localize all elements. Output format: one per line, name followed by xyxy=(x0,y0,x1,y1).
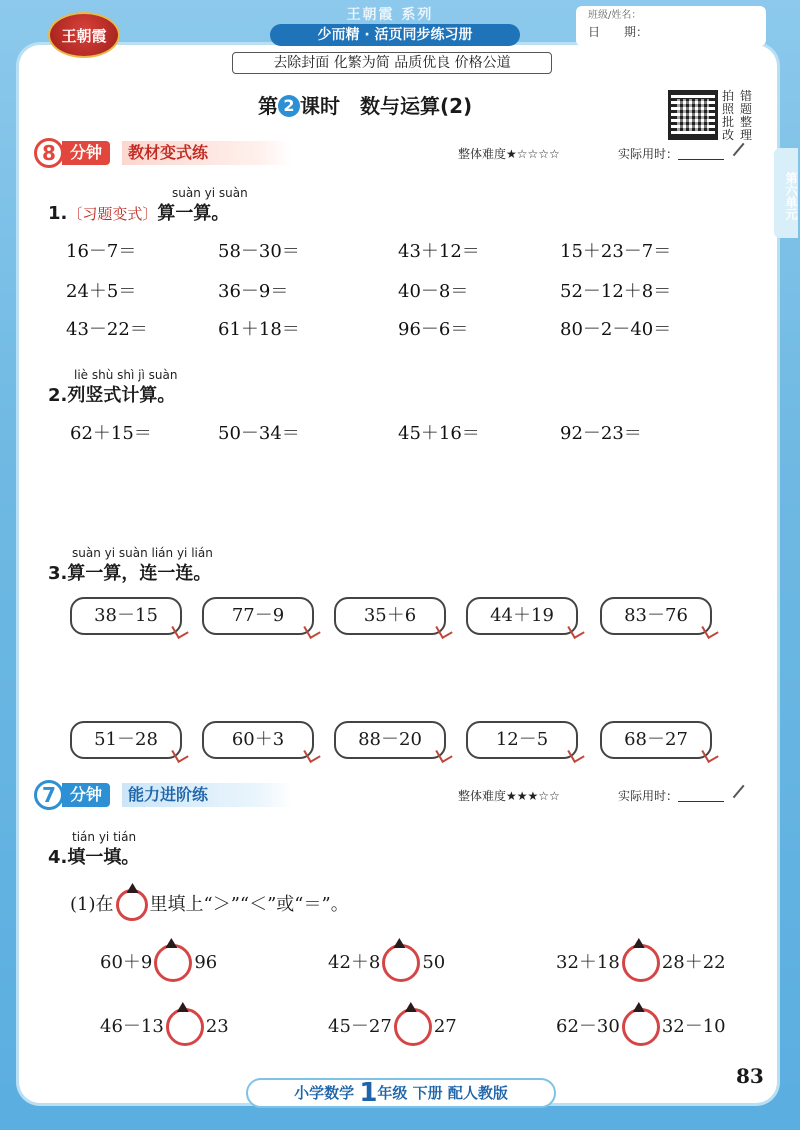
compare-right: 32－10 xyxy=(661,1016,726,1037)
footer-subject: 小学数学 xyxy=(294,1084,355,1102)
q1-title: 算一算。 xyxy=(157,203,230,224)
page-number: 83 xyxy=(736,1064,764,1088)
compare-left: 42＋8 xyxy=(328,952,381,973)
name-field-label: 班级/姓名： xyxy=(588,10,642,21)
q2-item: 62＋15＝ xyxy=(70,423,152,444)
expression-text: 12－5 xyxy=(495,729,549,750)
date-box xyxy=(576,6,766,46)
q3-heading xyxy=(48,562,211,586)
expression-text: 51－28 xyxy=(94,729,158,750)
q1-item: 58－30＝ xyxy=(218,241,300,262)
q4-heading xyxy=(48,846,139,870)
series-subtitle: 少而精 · 活页同步练习册 xyxy=(270,24,520,46)
lesson-number: 2 xyxy=(278,95,300,117)
section-title: 教材变式练 xyxy=(122,141,292,165)
qr-label: 整 xyxy=(740,115,753,129)
q1-item: 24＋5＝ xyxy=(66,281,137,302)
expression-card[interactable] xyxy=(70,721,182,759)
expression-text: 35＋6 xyxy=(363,605,417,626)
q2-number: 2. xyxy=(48,385,68,406)
q4-number: 4. xyxy=(48,847,68,868)
lesson-suffix: 课时 数与运算(2) xyxy=(300,94,473,118)
qr-label: 错 xyxy=(740,89,753,103)
answer-circle[interactable] xyxy=(154,944,192,982)
q1-heading xyxy=(48,202,229,226)
qr-label: 批 xyxy=(722,115,735,129)
compare-item xyxy=(100,944,217,982)
q1-item: 16－7＝ xyxy=(66,241,137,262)
actual-time-label: 实际用时： xyxy=(618,147,679,161)
q1-item: 15＋23－7＝ xyxy=(560,241,672,262)
q2-item: 92－23＝ xyxy=(560,423,642,444)
compare-left: 32＋18 xyxy=(556,952,620,973)
difficulty-rating: 整体难度★★★☆☆ xyxy=(458,789,560,803)
q1-tag: 〔习题变式〕 xyxy=(67,205,158,223)
q1-item: 43＋12＝ xyxy=(398,241,480,262)
answer-circle[interactable] xyxy=(622,944,660,982)
q2-item: 50－34＝ xyxy=(218,423,300,444)
qr-label: 题 xyxy=(740,102,753,116)
expression-text: 44＋19 xyxy=(490,605,554,626)
pen-icon xyxy=(733,785,756,808)
compare-right: 50 xyxy=(422,952,446,973)
compare-left: 60＋9 xyxy=(100,952,153,973)
q1-item: 96－6＝ xyxy=(398,319,469,340)
footer-grade: 年级 xyxy=(377,1084,408,1102)
qr-label: 照 xyxy=(722,102,735,116)
sub1-suffix: 里填上“＞”“＜”或“＝”。 xyxy=(149,894,349,915)
answer-circle[interactable] xyxy=(166,1008,204,1046)
compare-right: 96 xyxy=(194,952,218,973)
expression-card[interactable] xyxy=(202,597,314,635)
difficulty-rating: 整体难度★☆☆☆☆ xyxy=(458,147,560,161)
section-minutes-unit: 分钟 xyxy=(62,783,110,807)
pen-icon xyxy=(733,143,756,166)
q2-title: 列竖式计算。 xyxy=(67,385,176,406)
sub1-prefix: (1)在 xyxy=(70,894,114,915)
footer-grade-number: 1 xyxy=(359,1078,378,1108)
q1-item: 80－2－40＝ xyxy=(560,319,672,340)
answer-circle[interactable] xyxy=(622,1008,660,1046)
qr-code-icon[interactable] xyxy=(668,90,718,140)
q2-heading xyxy=(48,384,175,408)
section-bar-textbook xyxy=(34,138,754,168)
q1-number: 1. xyxy=(48,203,68,224)
lesson-title xyxy=(258,92,558,120)
actual-time-input[interactable] xyxy=(678,146,724,160)
expression-text: 88－20 xyxy=(358,729,422,750)
actual-time xyxy=(618,786,724,806)
section-minutes-unit: 分钟 xyxy=(62,141,110,165)
q4-sub1-instruction xyxy=(70,886,349,924)
qr-label: 改 xyxy=(722,128,735,142)
q1-item: 40－8＝ xyxy=(398,281,469,302)
compare-right: 23 xyxy=(205,1016,229,1037)
expression-card[interactable] xyxy=(600,597,712,635)
actual-time-input[interactable] xyxy=(678,788,724,802)
compare-left: 45－27 xyxy=(328,1016,392,1037)
date-field-label: 日 期： xyxy=(588,25,649,39)
compare-item xyxy=(100,1008,229,1046)
section-bar-advanced xyxy=(34,780,754,810)
q2-item: 45＋16＝ xyxy=(398,423,480,444)
q1-pinyin: suàn yi suàn xyxy=(172,186,248,200)
q3-title: 算一算，连一连。 xyxy=(67,563,212,584)
expression-card[interactable] xyxy=(334,721,446,759)
expression-text: 68－27 xyxy=(624,729,688,750)
expression-text: 83－76 xyxy=(624,605,688,626)
answer-circle[interactable] xyxy=(382,944,420,982)
section-minutes: 7 xyxy=(34,780,64,810)
compare-item xyxy=(556,1008,726,1046)
expression-text: 60＋3 xyxy=(231,729,285,750)
footer-edition: 配人教版 xyxy=(447,1084,508,1102)
unit-side-tab: 第六单元 xyxy=(774,148,798,238)
compare-item xyxy=(328,1008,457,1046)
section-title: 能力进阶练 xyxy=(122,783,292,807)
compare-right: 28＋22 xyxy=(661,952,726,973)
expression-card[interactable] xyxy=(70,597,182,635)
expression-text: 38－15 xyxy=(94,605,158,626)
slogan: 去除封面 化繁为简 品质优良 价格公道 xyxy=(232,52,552,74)
compare-left: 62－30 xyxy=(556,1016,620,1037)
q1-item: 61＋18＝ xyxy=(218,319,300,340)
q1-item: 52－12＋8＝ xyxy=(560,281,672,302)
qr-labels xyxy=(722,90,758,140)
lesson-prefix: 第 xyxy=(258,94,278,118)
q2-pinyin: liè shù shì jì suàn xyxy=(74,368,178,382)
expression-card[interactable] xyxy=(466,597,578,635)
section-minutes: 8 xyxy=(34,138,64,168)
expression-card[interactable] xyxy=(600,721,712,759)
q3-pinyin: suàn yi suàn lián yi lián xyxy=(72,546,213,560)
answer-circle[interactable] xyxy=(394,1008,432,1046)
footer-term: 下册 xyxy=(412,1084,443,1102)
series-title: 王朝霞 系列 xyxy=(346,7,434,23)
actual-time-label: 实际用时： xyxy=(618,789,679,803)
expression-card[interactable] xyxy=(334,597,446,635)
qr-label: 理 xyxy=(740,128,753,142)
q4-pinyin: tián yi tián xyxy=(72,830,137,844)
compare-item xyxy=(328,944,445,982)
compare-right: 27 xyxy=(433,1016,457,1037)
apple-circle-icon xyxy=(116,889,148,921)
brand-logo: 王朝霞 xyxy=(48,12,120,58)
qr-label: 拍 xyxy=(722,89,735,103)
actual-time xyxy=(618,144,724,164)
expression-card[interactable] xyxy=(466,721,578,759)
q4-title: 填一填。 xyxy=(67,847,140,868)
q1-item: 36－9＝ xyxy=(218,281,289,302)
footer-banner xyxy=(246,1078,556,1108)
expression-card[interactable] xyxy=(202,721,314,759)
expression-text: 77－9 xyxy=(231,605,285,626)
q3-number: 3. xyxy=(48,563,68,584)
q1-item: 43－22＝ xyxy=(66,319,148,340)
compare-left: 46－13 xyxy=(100,1016,164,1037)
compare-item xyxy=(556,944,726,982)
